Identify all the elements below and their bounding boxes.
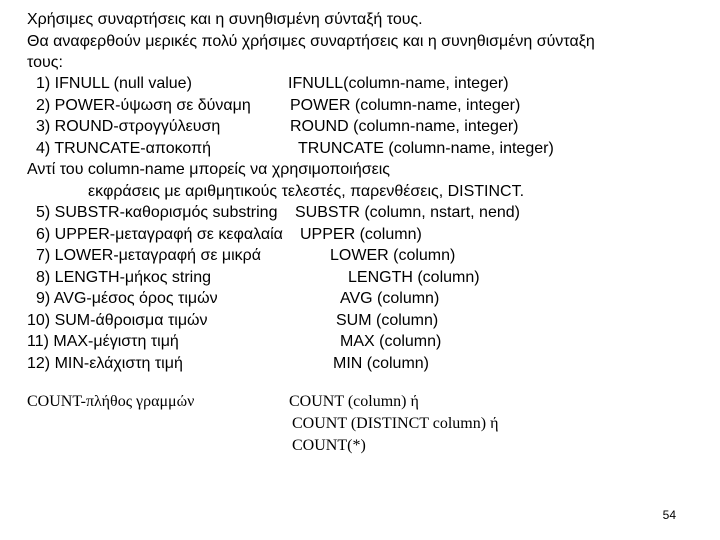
function-label-1: 1) IFNULL (null value): [36, 75, 192, 92]
function-syntax-4: TRUNCATE (column-name, integer): [298, 140, 554, 157]
function-label-9: 9) AVG-μέσος όρος τιμών: [36, 290, 218, 307]
count-label: COUNT-πλήθος γραμμών: [27, 393, 195, 410]
function-label-8: 8) LENGTH-μήκος string: [36, 269, 211, 286]
note-line-2: εκφράσεις με αριθμητικούς τελεστές, παρενθέσεις, DISTINCT.: [88, 183, 525, 200]
function-label-5: 5) SUBSTR-καθορισμός substring: [36, 204, 278, 221]
function-label-3: 3) ROUND-στρογγύλευση: [36, 118, 221, 135]
function-syntax-1: IFNULL(column-name, integer): [288, 75, 509, 92]
function-syntax-12: MIN (column): [333, 355, 430, 372]
function-syntax-6: UPPER (column): [300, 226, 422, 243]
function-syntax-3: ROUND (column-name, integer): [290, 118, 519, 135]
function-label-10: 10) SUM-άθροισμα τιμών: [27, 312, 208, 329]
count-syntax-3: COUNT(*): [292, 437, 366, 454]
function-label-12: 12) MIN-ελάχιστη τιμή: [27, 355, 183, 372]
page-number: 54: [662, 508, 676, 522]
function-label-2: 2) POWER-ύψωση σε δύναμη: [36, 97, 251, 114]
function-label-7: 7) LOWER-μεταγραφή σε μικρά: [36, 247, 262, 264]
slide-heading: Χρήσιμες συναρτήσεις και η συνηθισμένη σύνταξή τους.: [27, 11, 423, 28]
function-syntax-5: SUBSTR (column, nstart, nend): [295, 204, 520, 221]
function-label-6: 6) UPPER-μεταγραφή σε κεφαλαία: [36, 226, 283, 243]
function-syntax-9: AVG (column): [340, 290, 440, 307]
function-syntax-11: MAX (column): [340, 333, 442, 350]
intro-line-1: Θα αναφερθούν μερικές πολύ χρήσιμες συναρτήσεις και η συνηθισμένη σύνταξη: [27, 33, 595, 50]
count-syntax-2: COUNT (DISTINCT column) ή: [292, 415, 499, 432]
function-syntax-8: LENGTH (column): [348, 269, 480, 286]
count-syntax-1: COUNT (column) ή: [289, 393, 419, 410]
intro-line-2: τους:: [27, 54, 63, 71]
function-syntax-10: SUM (column): [336, 312, 439, 329]
function-syntax-2: POWER (column-name, integer): [290, 97, 521, 114]
function-label-11: 11) MAX-μέγιστη τιμή: [27, 333, 179, 350]
note-line-1: Αντί του column-name μπορείς να χρησιμοποιήσεις: [27, 161, 390, 178]
function-label-4: 4) TRUNCATE-αποκοπή: [36, 140, 212, 157]
function-syntax-7: LOWER (column): [330, 247, 456, 264]
